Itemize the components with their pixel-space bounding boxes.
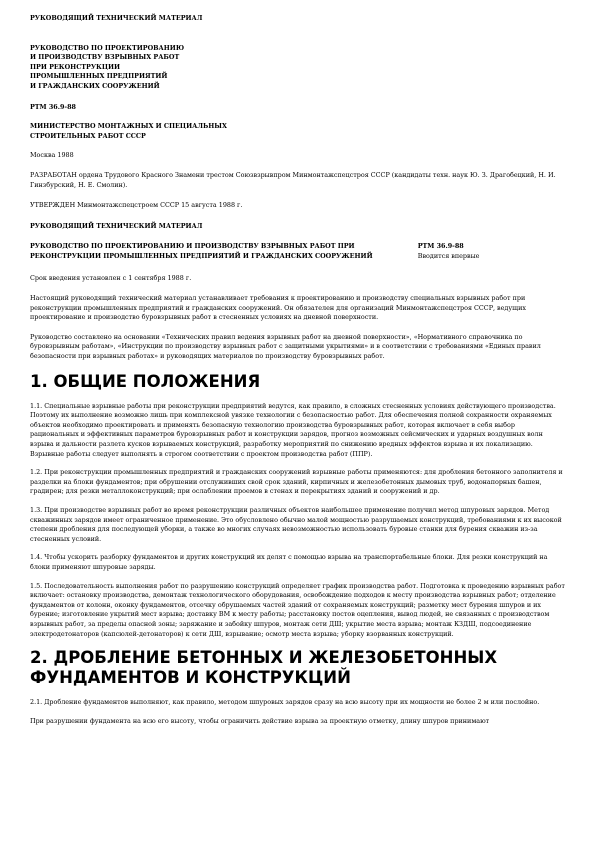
header-label: РУКОВОДЯЩИЙ ТЕХНИЧЕСКИЙ МАТЕРИАЛ [30,14,203,22]
title-line: И ПРОИЗВОДСТВУ ВЗРЫВНЫХ РАБОТ [30,53,180,62]
title-line: И ГРАЖДАНСКИХ СООРУЖЕНИЙ [30,81,160,90]
intro-paragraph: Настоящий руководящий технический материал устанавливает требования к проектированию и производству специальных взрывных работ при реконструкции промышленных предприятий и гражданских сооружений. Он обязателен для организаций Минмонтажспецстроя СССР, ведущих проектирование и производство буровзрывных работ в стесненных условиях на дневной поверхности. [30,294,526,322]
title-row [30,242,565,261]
approved-by: УТВЕРЖДЕН Минмонтажспецстроем СССР 15 августа 1988 г. [30,201,243,210]
section-1-paragraph: 1.2. При реконструкции промышленных предприятий и гражданских сооружений взрывные работы применяются: для дробления бетонного заполнителя и разделки на блоки фундаментов; при обрушении отслуживших свой срок зданий, кирпичных и железобетонных дымовых труб, водонапорных башен, градирен; для резки металлоконструкций; при ослаблении проемов в стенах и перекрытиях зданий и сооружений и др. [30,468,563,496]
doc-title: РУКОВОДСТВО ПО ПРОЕКТИРОВАНИЮ И ПРОИЗВОДСТВУ ВЗРЫВНЫХ РАБОТ ПРИ РЕКОНСТРУКЦИИ ПРОМЫШЛЕННЫХ ПРЕДПРИЯТИЙ И ГРАЖДАНСКИХ СООРУЖЕНИЙ [30,242,373,260]
section-1-paragraph: 1.3. При производстве взрывных работ во время реконструкции различных объектов наибольшее применение получил метод шпуровых зарядов. Метод скважинных зарядов имеет ограниченное применение. Это обусловлено обычно малой мощностью разрушаемых конструкций, требованиями к их высокой степени дробления для последующей уборки, а также во многих случаях невозможностью использовать буровые станки для бурения скважин из-за стесненных условий. [30,506,562,543]
effective-date: Срок введения установлен с 1 сентября 1988 г. [30,273,192,282]
title-line: ПРОМЫШЛЕННЫХ ПРЕДПРИЯТИЙ [30,72,168,81]
doc-code: РТМ 36.9-88 [417,242,464,251]
guide-label: РУКОВОДЯЩИЙ ТЕХНИЧЕСКИЙ МАТЕРИАЛ [30,221,203,230]
ministry-line: СТРОИТЕЛЬНЫХ РАБОТ СССР [30,131,146,140]
doc-meta [418,242,565,261]
ministry-block [30,122,565,141]
document-code: РТМ 36.9-88 [30,102,76,111]
developed-by: РАЗРАБОТАН ордена Трудового Красного Знамени трестом Союзвзрывпром Минмонтажспецстроя СССР (кандидаты техн. наук Ю. З. Драгобецкий, Н. И. Гинзбурский, Н. Е. Смолин). [30,170,556,189]
intro-paragraph: Руководство составлено на основании «Технических правил ведения взрывных работ на дневной поверхности», «Нормативного справочника по буровзрывным работам», «Инструкции по производству взрывных работ с защитными укрытиями» и в соответствии с требованиями «Единых правил безопасности при взрывных работах» и руководящих материалов по производству буровзрывных работ. [30,332,541,361]
city-year: Москва 1988 [30,151,74,160]
section-1-paragraph: 1.5. Последовательность выполнения работ по разрушению конструкций определяет график производства работ. Подготовка к проведению взрывных работ включает: остановку производства, демонтаж технологического оборудования, освобождение подходов к месту производства взрывных работ; отделение фундаментов от колонн, оконку фундаментов, отсечку обрушаемых частей зданий от сохраняемых конструкций; разметку мест бурения шпуров и их бурение; изготовление укрытий мест взрыва; доставку ВМ к месту работы; расстановку постов оцепления, вывод людей, не связанных с производством взрывных работ, за пределы опасной зоны; заряжание и забойку шпуров, монтаж сети ДШ; укрытие места взрыва; монтаж КЗДШ, подсоединение электродетонаторов (капсюлей-детонаторов) к сети ДШ, взрывание; осмотр места взрыва; уборку взорванных конструкций. [30,581,565,638]
title-line: РУКОВОДСТВО ПО ПРОЕКТИРОВАНИЮ [30,43,185,52]
document-title-block [30,44,565,92]
section-1-paragraph: 1.1. Специальные взрывные работы при реконструкции предприятий ведутся, как правило, в сложных стесненных условиях действующего производства. Поэтому их выполнение возможно лишь при комплексной увязке технологии с безопасностью работ. Для обеспечения полной сохранности охраняемых объектов необходимо проектировать и применять безопасную технологию производства буровзрывных работ, которая включает в себя выбор рациональных и эффективных параметров буровзрывных работ и конструкции зарядов, прогноз возможных сейсмических и ударных воздушных волн взрыва и дальности разлета кусков взрываемых конструкций, разработку мероприятий по снижению вредных эффектов взрыва и их локализацию. Взрывные работы следует выполнять в строгом соответствии с проектом производства работ (ППР). [30,401,556,458]
ministry-line: МИНИСТЕРСТВО МОНТАЖНЫХ И СПЕЦИАЛЬНЫХ [30,122,227,131]
section-1-heading: 1. ОБЩИЕ ПОЛОЖЕНИЯ [30,371,261,391]
title-line: ПРИ РЕКОНСТРУКЦИИ [30,62,121,71]
section-2-heading: 2. ДРОБЛЕНИЕ БЕТОННЫХ И ЖЕЛЕЗОБЕТОННЫХ ФУНДАМЕНТОВ И КОНСТРУКЦИЙ [30,648,498,688]
section-2-paragraph: 2.1. Дробление фундаментов выполняют, как правило, методом шпуровых зарядов сразу на всю высоту при их мощности не более 2 м или послойно. [30,698,540,707]
section-2-paragraph: При разрушении фундамента на всю его высоту, чтобы ограничить действие взрыва за проектную отметку, длину шпуров принимают [30,716,490,725]
first-issue: Вводится впервые [417,251,480,260]
section-1-paragraph: 1.4. Чтобы ускорить разборку фундаментов и других конструкций их делят с помощью взрыва на транспортабельные блоки. Для резки конструкций на блоки применяют шпуровые заряды. [30,553,548,571]
